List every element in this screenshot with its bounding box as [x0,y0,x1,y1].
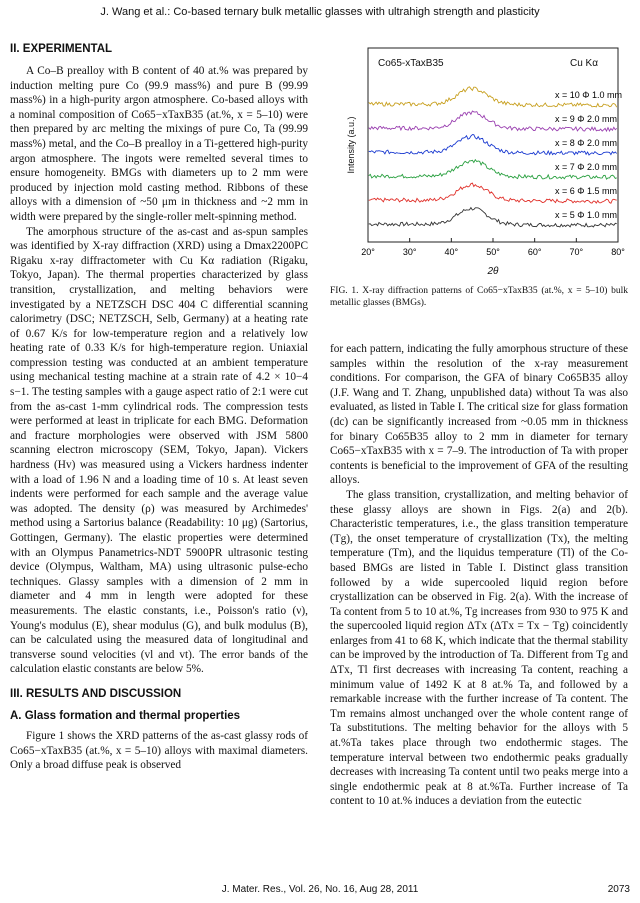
series-label: x = 5 Φ 1.0 mm [555,210,617,220]
series-label: x = 6 Φ 1.5 mm [555,186,617,196]
paragraph: A Co–B prealloy with B content of 40 at.% was prepared by induction melting pure Co (99.9 mass%) and pure B (99.99 mass%) in a high-purity argon atmosphere. Co-based alloys with a nominal composition of Co65−xTaxB35 (at.%, x = 5–10) were then prepared by arc melting the mixings of pure Co, Ta (99.99 mass%) metal, and the Co–B prealloy in a Ti-gettered high-purity argon atmosphere. The ingots were remelted several times to ensure homogeneity. BMGs with diameters up to 2 mm were produced by injection mold casting method. Ribbons of these alloys with a dimension of ~50 μm in thickness and ~2 mm in width were prepared by the single-roller melt-spinning method. [10,65,308,223]
paragraph: for each pattern, indicating the fully amorphous structure of these samples within the resolution of the x-ray measurement conditions. For comparison, the GFA of binary Co65B35 alloy (J.F. Wang and T. Zhang, unpublished data) without Ta was also evaluated, as listed in Table I. The critical size for glass formation (dc) can be significantly increased from ~0.05 mm in thickness for binary Co65B35 alloy to 2 mm in diameter for ternary Co65−xTaxB35 with x = 7–9. The introduction of Ta with proper contents is beneficial to the improvement of GFA of the resulting alloys. [330,343,628,487]
x-axis-label: 2θ [487,266,499,277]
series-label: x = 7 Φ 2.0 mm [555,162,617,172]
xrd-figure [330,40,628,298]
chart-title: Co65-xTaxB35 [378,58,444,69]
x-tick-label: 50° [486,247,500,257]
subsection-heading: A. Glass formation and thermal properties [10,709,241,722]
paragraph: The glass transition, crystallization, and melting behavior of these glassy alloys are shown in Figs. 2(a) and 2(b). Characteristic temperatures, i.e., the glass transition temperature (Tg), the onset temperature of crystallization (Tx), the melting temperature (Tm), and the liquidus temperature (Tl) of the Co-based BMGs are listed in Table I. Distinct glass transition followed by a wide supercooled liquid region before crystallization can be observed in Fig. 2(a). With the increase of Ta content from 5 to 10 at.%, Tg increases from 930 to 975 K and the supercooled liquid region ΔTx (ΔTx = Tx − Tg) coincidently enlarges from 41 to 68 K, which indicate that the thermal stability can be improved by the introduction of Ta. Different from Tg and ΔTx, Tl first decreases with increasing Ta content, reaching a minimum value of 1492 K at 8 at.% Ta, and followed by a remarkable increase with the further increase of Ta content. The Tm remains almost unchanged over the whole content range of Ta substitutions. The melting behavior for the alloys with 5 at.%Ta takes place through two endothermic stages. The temperature interval between two endothermic peaks gradually decreases with increasing Ta content until two peaks merge into a single endothermic peak at 8 at.%Ta. Further increase of Ta content to 10 at.% induces a deviation from the eutectic [330,488,628,808]
figure-caption: FIG. 1. X-ray diffraction patterns of Co65−xTaxB35 (at.%, x = 5–10) bulk metallic glasses (BMGs). [330,286,628,308]
paragraph: Figure 1 shows the XRD patterns of the as-cast glassy rods of Co65−xTaxB35 (at.%, x = 5–10) alloys with maximal diameters. Only a broad diffuse peak is observed [10,729,308,772]
x-tick-label: 40° [444,247,459,257]
x-tick-label: 60° [527,247,542,257]
right-column [330,342,628,809]
paragraph: The amorphous structure of the as-cast and as-spun samples was identified by X-ray diffraction (XRD) using a Dmax2200PC Rigaku x-ray diffractometer with Cu Kα radiation (Rigaku, Tokyo, Japan). The thermal properties characterized by glass transition, crystallization, and melting behaviors were investigated by a NETZSCH DSC 404 C differential scanning calorimetry (DSC; NETZSCH, Selb, Germany) at a heating rate of 0.67 K/s for low-temperature region and a relatively low heating rate of 0.33 K/s for high-temperature region. Uniaxial compression testing was conducted at an ambient temperature using mechanical testing machine at a strain rate of 4.2 × 10−4 s−1. The testing samples with a gauge aspect ratio of 2:1 were cut from the as-cast 1-mm cylindrical rods. The compression tests were performed at least in triplicate for each BMG. Deformation and fracture morphologies were observed with JSM 5800 scanning electron microscopy (SEM, Tokyo, Japan). Vickers hardness (Hv) was measured using a Vickers hardness indenter with a load of 1.96 N and a loading time of 10 s. At least seven indents were performed for each sample and the average value was adopted. The density (ρ) was measured by Archimedes' method using a Sartorius balance (Readability: 10 μg) (Sartorius, Gottingen, Germany). The elastic properties were determined with an Olympus Panametrics-NDT 5900PR ultrasonic testing device (Olympus, Waltham, MA) using ultrasonic pulse-echo techniques. Glassy samples with a dimension of 2 mm in diameter and 4 mm in length were adopted for these measurements. The elastic constants, i.e., Poisson's ratio (ν), Young's modulus (E), shear modulus (G), and bulk modulus (B), can be calculated using the measured data of longitudinal and transverse sound velocities (vl and vt). The error bands of the calculation elastic constants are below 5%. [10,225,308,676]
series-label: x = 8 Φ 2.0 mm [555,138,617,148]
page-number: 2073 [607,884,630,895]
y-axis-label: Intensity (a.u.) [346,116,356,174]
x-tick-label: 80° [611,247,625,257]
x-tick-label: 70° [569,247,584,257]
section-heading-experimental: II. EXPERIMENTAL [10,43,113,55]
xrd-chart [330,40,628,280]
series-label: x = 9 Φ 2.0 mm [555,114,617,124]
journal-citation: J. Mater. Res., Vol. 26, No. 16, Aug 28, 2011 [221,884,419,895]
x-tick-label: 20° [361,247,375,257]
series-label: x = 10 Φ 1.0 mm [555,90,622,100]
section-heading-results: III. RESULTS AND DISCUSSION [10,687,182,700]
radiation-label: Cu Kα [570,58,599,69]
x-tick-label: 30° [402,247,417,257]
left-column [10,40,308,773]
running-header: J. Wang et al.: Co-based ternary bulk metallic glasses with ultrahigh strength and plasticity [100,6,540,18]
